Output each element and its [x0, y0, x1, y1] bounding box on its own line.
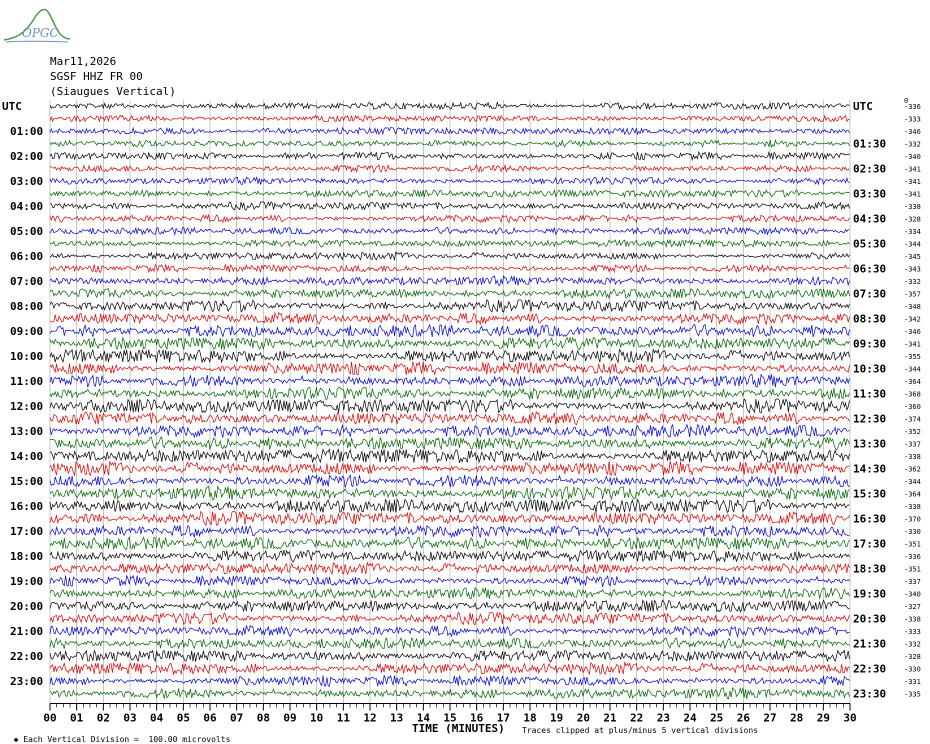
trace-offset-label: -368: [904, 390, 921, 399]
seismic-trace: [50, 265, 850, 273]
right-hour-label: 14:30: [853, 462, 887, 476]
seismic-trace: [50, 349, 850, 362]
left-hour-label: 11:00: [10, 375, 44, 388]
seismic-trace: [50, 612, 850, 624]
seismic-trace: [50, 563, 850, 575]
seismic-trace: [50, 190, 850, 197]
right-hour-label: 07:30: [853, 287, 887, 301]
trace-offset-label: -328: [904, 215, 921, 224]
trace-offset-label: -332: [904, 278, 921, 286]
left-hour-label: 20:00: [10, 600, 44, 613]
seismic-trace: [50, 313, 850, 325]
seismic-trace: [50, 362, 850, 375]
x-tick-label: 22: [630, 711, 644, 725]
trace-offset-label: -330: [904, 528, 921, 536]
right-hour-label: 09:30: [853, 337, 887, 351]
right-hour-label: 22:30: [853, 662, 887, 676]
seismic-trace: [50, 177, 850, 184]
seismic-trace: [50, 202, 850, 210]
trace-offset-label: -374: [904, 415, 921, 424]
x-tick-label: 20: [576, 711, 590, 725]
right-hour-label: 11:30: [853, 387, 887, 401]
trace-offset-label: -338: [904, 203, 921, 211]
right-hour-label: 12:30: [853, 412, 887, 426]
seismic-trace: [50, 399, 850, 413]
left-hour-label: UTC: [2, 100, 22, 113]
right-hour-label: 04:30: [853, 212, 887, 226]
left-hour-label: 21:00: [10, 625, 44, 638]
seismic-trace: [50, 240, 850, 247]
trace-offset-label: -370: [904, 515, 921, 524]
seismic-trace: [50, 449, 850, 463]
location-label: (Siaugues Vertical): [50, 85, 176, 98]
trace-offset-label: -341: [904, 165, 921, 174]
station-label: SGSF HHZ FR 00: [50, 70, 143, 83]
right-hour-label: 06:30: [853, 262, 887, 276]
trace-group: [50, 102, 850, 699]
right-hour-label: 19:30: [853, 587, 887, 601]
trace-offset-label: -348: [904, 303, 921, 311]
seismic-trace: [50, 600, 850, 612]
left-hour-label: 13:00: [10, 425, 44, 438]
x-tick-label: 01: [70, 711, 84, 725]
trace-offset-label: -346: [904, 328, 921, 336]
seismic-trace: [50, 500, 850, 513]
seismic-trace: [50, 375, 850, 388]
trace-offset-label: -336: [904, 553, 921, 561]
trace-offset-label: -340: [904, 590, 921, 599]
x-tick-label: 18: [523, 711, 537, 725]
right-hour-label: 10:30: [853, 362, 887, 376]
logo-text: OPGC: [22, 26, 59, 40]
right-hour-label: 20:30: [853, 612, 887, 626]
right-hour-label: UTC: [853, 100, 873, 113]
left-hour-label: 05:00: [10, 225, 44, 238]
right-hour-label: 05:30: [853, 237, 887, 251]
x-tick-label: 10: [310, 711, 324, 725]
x-tick-label: 13: [390, 711, 404, 725]
x-tick-label: 09: [283, 711, 297, 725]
left-hour-label: 19:00: [10, 575, 44, 588]
x-axis-title: TIME (MINUTES): [412, 722, 505, 735]
trace-offset-label: -343: [904, 265, 921, 274]
seismic-trace: [50, 215, 850, 223]
seismic-trace: [50, 300, 850, 312]
left-hour-label: 15:00: [10, 475, 44, 488]
trace-offset-label: -335: [904, 690, 921, 699]
seismic-trace: [50, 337, 850, 350]
seismic-trace: [50, 152, 850, 160]
trace-offset-label: -344: [904, 365, 921, 374]
seismic-trace: [50, 487, 850, 501]
x-tick-label: 30: [843, 711, 857, 725]
trace-offset-label: -344: [904, 240, 921, 249]
left-hour-label: 08:00: [10, 300, 44, 313]
left-hour-label: 10:00: [10, 350, 44, 363]
trace-offset-label: -364: [904, 378, 921, 386]
seismic-trace: [50, 650, 850, 662]
x-tick-label: 19: [550, 711, 564, 725]
trace-offset-label: -352: [904, 428, 921, 436]
trace-offset-label: -341: [904, 178, 921, 186]
seismic-trace: [50, 115, 850, 121]
left-hour-label: 07:00: [10, 275, 44, 288]
right-hour-label: 08:30: [853, 312, 887, 326]
seismic-trace: [50, 675, 850, 686]
seismic-trace: [50, 550, 850, 562]
trace-offset-label: -337: [904, 578, 921, 586]
trace-offset-label: -346: [904, 128, 921, 136]
x-tick-label: 14: [416, 711, 430, 725]
trace-offset-label: -357: [904, 290, 921, 299]
seismic-trace: [50, 638, 850, 649]
right-hour-label: 16:30: [853, 512, 887, 526]
trace-offset-label: -327: [904, 603, 921, 611]
seismic-trace: [50, 128, 850, 135]
seismic-trace: [50, 663, 850, 675]
left-hour-label: 17:00: [10, 525, 44, 538]
x-tick-label: 17: [496, 711, 510, 725]
seismic-trace: [50, 588, 850, 599]
seismic-trace: [50, 461, 850, 475]
x-tick-label: 24: [683, 711, 697, 725]
trace-offset-label: -330: [904, 665, 921, 674]
left-hour-label: 12:00: [10, 400, 44, 413]
left-hour-label: 23:00: [10, 675, 44, 688]
trace-offset-label: -341: [904, 340, 921, 349]
trace-offset-label: -340: [904, 153, 921, 161]
seismic-trace: [50, 252, 850, 260]
left-hour-label: 03:00: [10, 175, 44, 188]
seismic-trace: [50, 289, 850, 298]
trace-offset-label: -333: [904, 115, 921, 124]
x-tick-label: 12: [363, 711, 377, 725]
seismic-trace: [50, 525, 850, 537]
trace-offset-label: -337: [904, 440, 921, 449]
right-hour-label: 01:30: [853, 137, 887, 151]
x-tick-label: 05: [176, 711, 190, 725]
x-tick-label: 25: [710, 711, 724, 725]
seismic-trace: [50, 325, 850, 337]
seismic-trace: [50, 688, 850, 699]
right-hour-label: 17:30: [853, 537, 887, 551]
trace-offset-label: -332: [904, 140, 921, 149]
right-hour-label: 18:30: [853, 562, 887, 576]
right-hour-label: 13:30: [853, 437, 887, 451]
x-tick-label: 02: [96, 711, 110, 725]
trace-offset-label: -338: [904, 453, 921, 461]
seismic-trace: [50, 475, 850, 488]
seismic-trace: [50, 425, 850, 438]
seismic-trace: [50, 437, 850, 450]
right-hour-label: 15:30: [853, 487, 887, 501]
trace-offset-label: -331: [904, 678, 921, 686]
left-hour-label: 09:00: [10, 325, 44, 338]
seismic-trace: [50, 626, 850, 637]
x-tick-label: 08: [256, 711, 270, 725]
trace-offset-label: -344: [904, 478, 921, 486]
trace-offset-label: -345: [904, 253, 921, 261]
seismic-trace: [50, 512, 850, 526]
x-tick-label: 21: [603, 711, 617, 725]
left-hour-label: 01:00: [10, 125, 44, 138]
seismic-trace: [50, 575, 850, 586]
x-tick-label: 23: [656, 711, 670, 725]
trace-offset-label: -332: [904, 640, 921, 649]
x-tick-label: 11: [336, 711, 350, 725]
left-hour-label: 14:00: [10, 450, 44, 463]
left-hour-label: 22:00: [10, 650, 44, 663]
x-tick-label: 03: [123, 711, 137, 725]
trace-offset-label: -338: [904, 503, 921, 511]
seismic-trace: [50, 412, 850, 425]
trace-offset-label: -336: [904, 103, 921, 111]
clip-note: Traces clipped at plus/minus 5 vertical divisions: [522, 726, 759, 735]
trace-offset-label: -334: [904, 228, 921, 236]
left-hour-label: 18:00: [10, 550, 44, 563]
x-tick-label: 16: [470, 711, 484, 725]
offset-header-label: 0: [904, 97, 909, 105]
trace-offset-label: -364: [904, 490, 921, 499]
trace-offset-label: -338: [904, 615, 921, 624]
seismic-trace: [50, 165, 850, 173]
x-tick-label: 15: [443, 711, 457, 725]
right-hour-label: 23:30: [853, 687, 887, 701]
x-tick-label: 29: [816, 711, 830, 725]
left-hour-label: 02:00: [10, 150, 44, 163]
trace-offset-label: -360: [904, 403, 921, 411]
x-tick-label: 04: [150, 711, 164, 725]
x-tick-label: 26: [736, 711, 750, 725]
x-tick-label: 28: [790, 711, 804, 725]
seismic-trace: [50, 227, 850, 234]
seismic-trace: [50, 387, 850, 399]
right-hour-label: 21:30: [853, 637, 887, 651]
trace-offset-label: -355: [904, 353, 921, 361]
left-hour-label: 06:00: [10, 250, 44, 263]
left-hour-label: 04:00: [10, 200, 44, 213]
trace-offset-label: -362: [904, 465, 921, 474]
right-hour-label: 02:30: [853, 162, 887, 176]
seismic-trace: [50, 102, 850, 109]
trace-offset-label: -341: [904, 190, 921, 199]
right-hour-label: 03:30: [853, 187, 887, 201]
seismic-trace: [50, 140, 850, 147]
seismic-trace: [50, 276, 850, 286]
x-tick-label: 27: [763, 711, 777, 725]
trace-offset-label: -351: [904, 540, 921, 549]
trace-offset-label: -351: [904, 565, 921, 574]
seismic-trace: [50, 537, 850, 550]
left-hour-label: 16:00: [10, 500, 44, 513]
date-label: Mar11,2026: [50, 55, 117, 68]
x-tick-label: 07: [230, 711, 244, 725]
trace-offset-label: -342: [904, 315, 921, 324]
trace-offset-label: -328: [904, 653, 921, 661]
x-tick-label: 00: [43, 711, 57, 725]
x-tick-label: 06: [203, 711, 217, 725]
scale-note-icon: ◆: [13, 735, 24, 744]
trace-offset-label: -333: [904, 628, 921, 636]
scale-note: ◆ Each Vertical Division = 100.00 microvolts: [13, 735, 231, 744]
